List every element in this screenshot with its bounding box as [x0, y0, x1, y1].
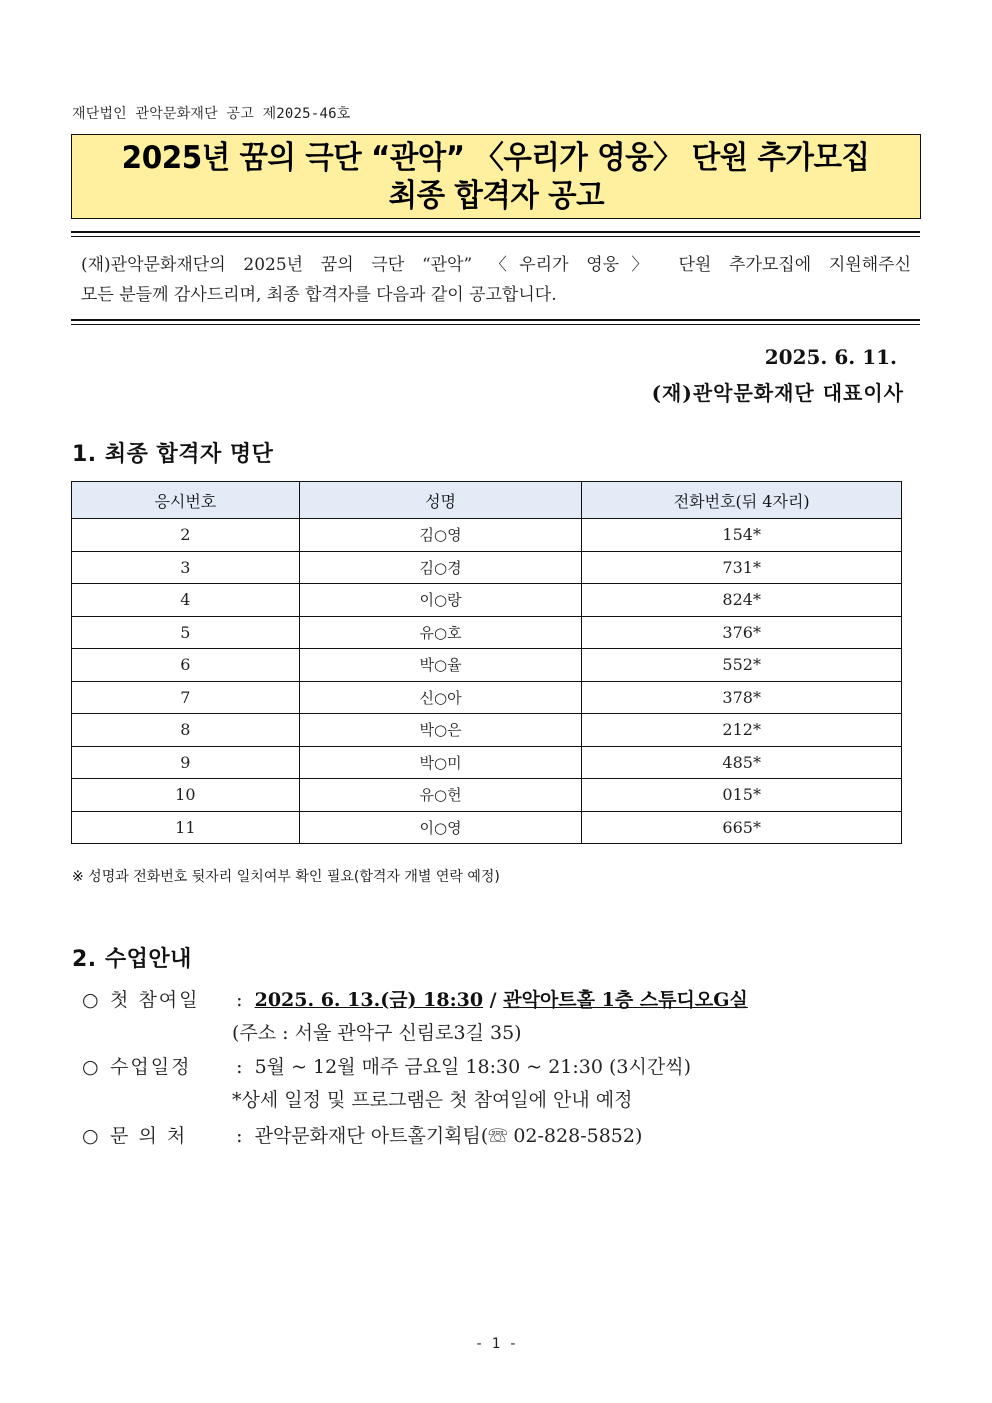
info-label: 첫 참여일 [110, 989, 200, 1011]
cell-name: 박○은 [299, 714, 582, 747]
header-phone: 전화번호(뒤 4자리) [582, 482, 902, 519]
cell-phone: 731* [582, 551, 902, 584]
info-separator: : [236, 1125, 243, 1147]
info-separator: : [236, 1056, 243, 1078]
info-separator: : [236, 989, 243, 1011]
cell-exam-number: 8 [72, 714, 300, 747]
title-box [71, 134, 921, 219]
table-row [72, 714, 902, 747]
cell-name: 김○경 [299, 551, 582, 584]
info-class-schedule [82, 1052, 691, 1079]
cell-phone: 552* [582, 649, 902, 682]
header-name: 성명 [299, 482, 582, 519]
document-number: 재단법인 관악문화재단 공고 제2025-46호 [72, 106, 351, 122]
cell-name: 이○랑 [299, 584, 582, 617]
section-heading-class-info: 2. 수업안내 [72, 947, 192, 972]
cell-exam-number: 3 [72, 551, 300, 584]
circle-bullet-icon: ○ [82, 989, 99, 1011]
cell-name: 박○율 [299, 649, 582, 682]
verification-note: ※ 성명과 전화번호 뒷자리 일치여부 확인 필요(합격자 개별 연락 예정) [72, 869, 500, 885]
info-label: 문 의 처 [110, 1125, 188, 1147]
table-header-row [72, 482, 902, 519]
cell-name: 유○호 [299, 616, 582, 649]
cell-exam-number: 5 [72, 616, 300, 649]
header-exam-number: 응시번호 [72, 482, 300, 519]
cell-exam-number: 2 [72, 519, 300, 552]
intro-paragraph [81, 250, 911, 310]
first-session-datetime: 2025. 6. 13.(금) 18:30 [254, 989, 484, 1011]
cell-name: 유○헌 [299, 779, 582, 812]
venue-address: (주소 : 서울 관악구 신림로3길 35) [232, 1022, 522, 1044]
announcement-date: 2025. 6. 11. [764, 345, 897, 369]
cell-phone: 154* [582, 519, 902, 552]
table-row [72, 519, 902, 552]
cell-name: 김○영 [299, 519, 582, 552]
intro-line-1: (재)관악문화재단의 2025년 꿈의 극단 “관악” 〈우리가 영웅〉 단원 추가모집에 지원해주신 [81, 255, 911, 275]
intro-line-2: 모든 분들께 감사드리며, 최종 합격자를 다음과 같이 공고합니다. [81, 285, 557, 305]
table-row [72, 649, 902, 682]
table-row [72, 584, 902, 617]
cell-name: 박○미 [299, 746, 582, 779]
cell-phone: 378* [582, 681, 902, 714]
circle-bullet-icon: ○ [82, 1125, 99, 1147]
results-table [71, 481, 902, 844]
divider-top [71, 231, 920, 237]
cell-phone: 212* [582, 714, 902, 747]
table-row [72, 811, 902, 844]
cell-exam-number: 11 [72, 811, 300, 844]
divider-bottom [71, 319, 920, 325]
issuer: (재)관악문화재단 대표이사 [651, 381, 904, 405]
cell-exam-number: 9 [72, 746, 300, 779]
cell-phone: 824* [582, 584, 902, 617]
contact-value: 관악문화재단 아트홀기획팀(☏ 02-828-5852) [254, 1125, 643, 1147]
schedule-note: *상세 일정 및 프로그램은 첫 참여일에 안내 예정 [232, 1089, 633, 1111]
page-number: - 1 - [474, 1336, 518, 1352]
cell-phone: 015* [582, 779, 902, 812]
table-row [72, 779, 902, 812]
title-line-1: 2025년 꿈의 극단 “관악” 〈우리가 영웅〉 단원 추가모집 [122, 139, 870, 176]
table-row [72, 681, 902, 714]
class-schedule-value: 5월 ~ 12월 매주 금요일 18:30 ~ 21:30 (3시간씩) [254, 1056, 691, 1078]
table-row [72, 551, 902, 584]
cell-exam-number: 4 [72, 584, 300, 617]
value-separator: / [483, 989, 504, 1011]
cell-exam-number: 7 [72, 681, 300, 714]
section-heading-results: 1. 최종 합격자 명단 [72, 442, 274, 467]
table-row [72, 616, 902, 649]
table-row [72, 746, 902, 779]
title-line-2: 최종 합격자 공고 [388, 177, 604, 214]
cell-phone: 665* [582, 811, 902, 844]
cell-name: 이○영 [299, 811, 582, 844]
circle-bullet-icon: ○ [82, 1056, 99, 1078]
cell-name: 신○아 [299, 681, 582, 714]
info-label: 수업일정 [110, 1056, 192, 1078]
first-session-venue: 관악아트홀 1층 스튜디오G실 [503, 989, 748, 1011]
cell-phone: 485* [582, 746, 902, 779]
cell-exam-number: 10 [72, 779, 300, 812]
cell-phone: 376* [582, 616, 902, 649]
info-contact [82, 1121, 642, 1148]
info-first-session [82, 985, 748, 1012]
cell-exam-number: 6 [72, 649, 300, 682]
